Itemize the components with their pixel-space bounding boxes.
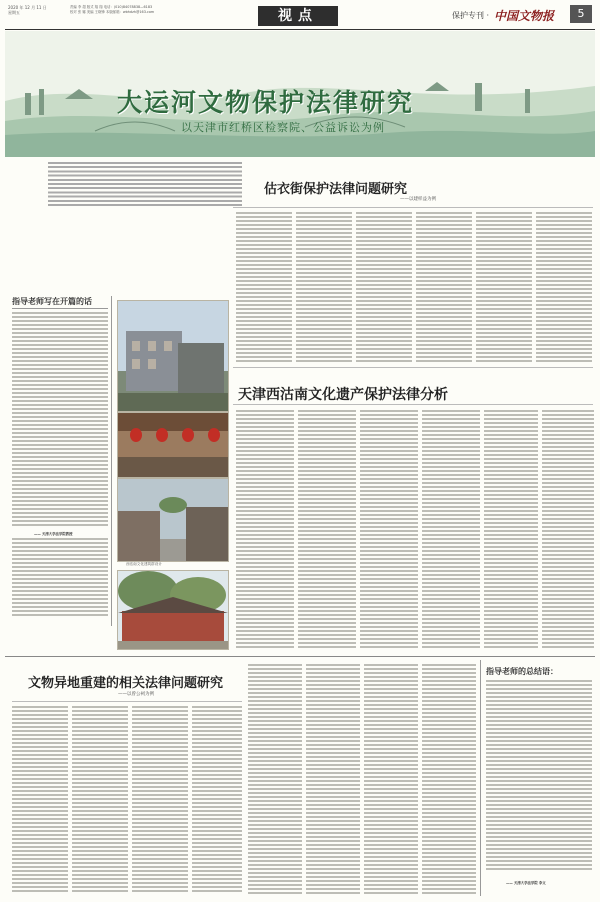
article-2-text-col2 [298,410,356,650]
masthead-date [8,5,64,15]
article-1-text-col2 [296,212,352,362]
article-2-text-col3 [360,410,418,650]
article-1-text-col4 [416,212,472,362]
issue-date: 2020 年 12 月 11 日 [8,5,47,10]
street-image [118,479,228,561]
photo-caption: 西沽南文化建筑群设计 [126,562,162,566]
masthead-info-line: 校对 张 娜 美编 王晓锋 本版邮箱：wbhdzh@163.com [70,10,155,14]
article-2-text-col5 [484,410,538,650]
banner-subtitle: 以天津市红桥区检察院、公益诉讼为例 [181,121,385,134]
lanterns-image [118,413,228,477]
left-divider [111,296,112,626]
right-column-author: —— 天津大学法学院 李文 [506,881,546,885]
photo-building [117,300,229,412]
house-image [118,571,228,649]
article-1-text-col1 [236,212,292,362]
photo-house [117,570,229,650]
article-1-text-col5 [476,212,532,362]
article-2-text-col1 [236,410,294,650]
right-box-divider [480,660,481,896]
paper-logo: 中国文物报 [494,9,555,23]
article-2-title: 天津西沽南文化遗产保护法律分析 [238,387,448,403]
left-title-rule [12,308,108,309]
intro-paragraph [48,162,242,206]
article-3-text-col8 [422,664,476,894]
page-number: 5 [570,5,592,23]
left-column-title: 指导老师写在开篇的话 [12,296,92,306]
masthead-rule [5,29,595,30]
photo-lanterns [117,412,229,478]
article-2-text-col6 [542,410,594,650]
banner [5,31,595,157]
article-3-text-col3 [132,706,188,894]
article-2-text-col4 [422,410,480,650]
banner-title: 大运河文物保护法律研究 [117,88,415,117]
right-column-text [486,680,592,872]
article-2-rule [233,404,593,405]
article-3-text-col5 [248,664,302,894]
masthead-info-line: 责编 李 超 版式 翔 翔 电话：(010)84078838—6183 [70,5,153,9]
article-3-text-col2 [72,706,128,894]
photo-street [117,478,229,562]
section-label: 视点 [258,6,338,26]
building-image [118,301,228,411]
article-3-author: ——以曾公祠为例 [118,692,154,697]
article-1-rule [233,207,593,208]
article-1-text-col3 [356,212,412,362]
article-3-text-col6 [306,664,360,894]
left-column-author: —— 天津大学法学院教授 [34,532,73,536]
article-3-text-col7 [364,664,418,894]
article-1-title: 估衣街保护法律问题研究 [264,182,408,197]
article-1-text-col6 [536,212,592,362]
special-label: 保护专刊 · [452,11,490,20]
issue-weekday: 星期五 [8,10,20,15]
left-column-text-2 [12,538,108,618]
right-column-title: 指导老师的总结语： [486,666,558,676]
article-1-author: ——以建样益为例 [400,197,436,202]
article-3-rule [12,701,242,702]
article-1-bottom-rule [233,367,593,368]
article-3-title: 文物异地重建的相关法律问题研究 [28,676,224,691]
left-column-text [12,312,108,528]
masthead-info [70,5,250,15]
article-3-text-col1 [12,706,68,894]
article-2-bottom-rule [5,656,595,657]
article-3-text-col4 [192,706,242,894]
